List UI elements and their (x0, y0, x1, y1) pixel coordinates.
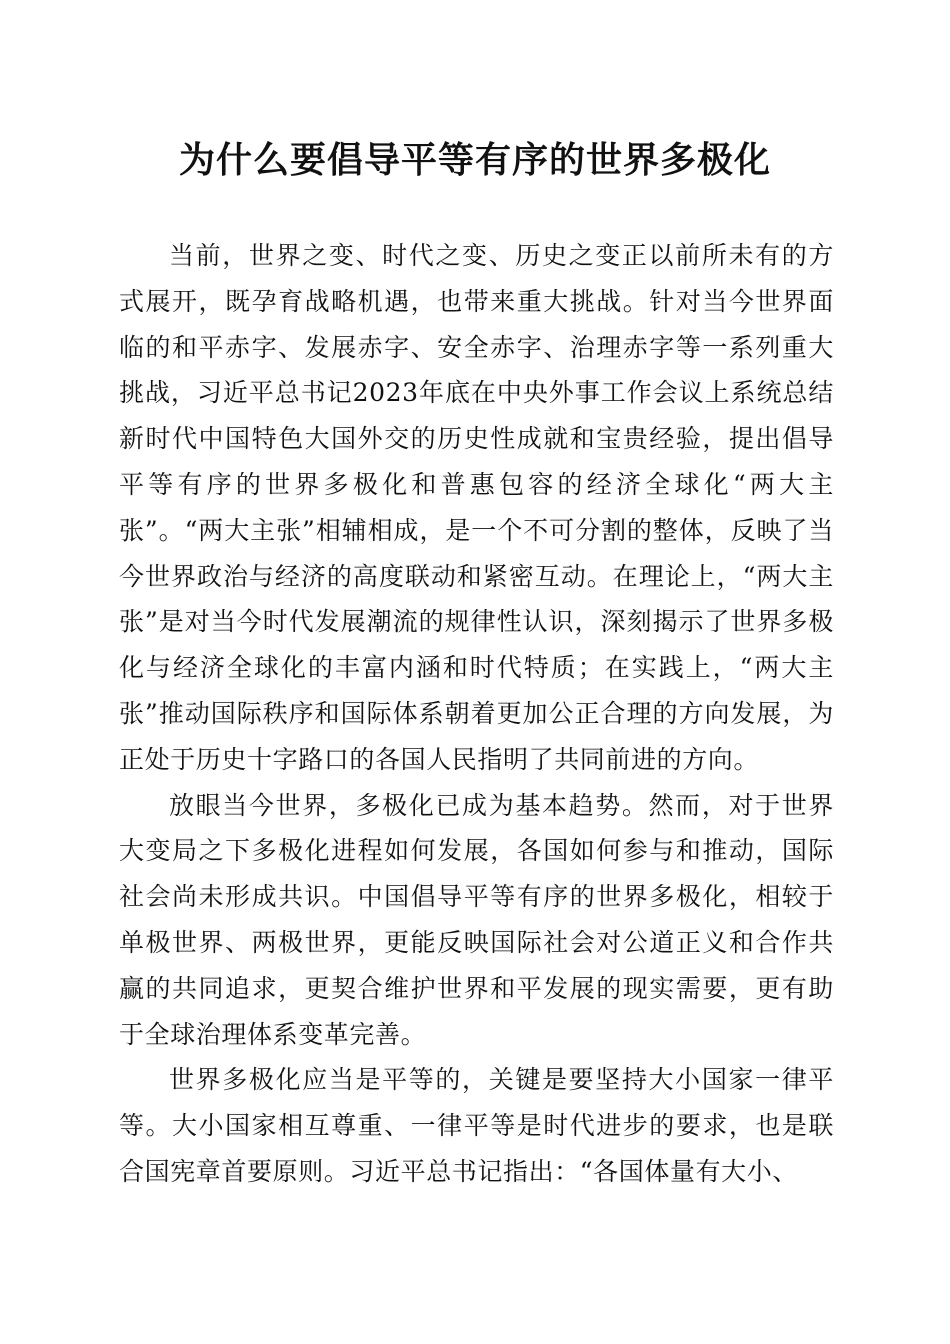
document-title: 为什么要倡导平等有序的世界多极化 (178, 139, 771, 181)
paragraph-3: 世界多极化应当是平等的，关键是要坚持大小国家一律平等。大小国家相互尊重、一律平等是时代进步的要求，也是联合国宪章首要原则。习近平总书记指出：“各国体量有大小、 (119, 1065, 834, 1186)
paragraph-2: 放眼当今世界，多极化已成为基本趋势。然而，对于世界大变局之下多极化进程如何发展，各国如何参与和推动，国际社会尚未形成共识。中国倡导平等有序的世界多极化，相较于单极世界、两极世界，更能反映国际社会对公道正义和合作共赢的共同追求，更契合维护世界和平发展的现实需要，更有助于全球治理体系变革完善。 (119, 790, 834, 1049)
paragraph-1: 当前，世界之变、时代之变、历史之变正以前所未有的方式展开，既孕育战略机遇，也带来重大挑战。针对当今世界面临的和平赤字、发展赤字、安全赤字、治理赤字等一系列重大挑战，习近平总书记2023年底在中央外事工作会议上系统总结新时代中国特色大国外交的历史性成就和宝贵经验，提出倡导平等有序的世界多极化和普惠包容的经济全球化“两大主张”。“两大主张”相辅相成，是一个不可分割的整体，反映了当今世界政治与经济的高度联动和紧密互动。在理论上，“两大主张”是对当今时代发展潮流的规律性认识，深刻揭示了世界多极化与经济全球化的丰富内涵和时代特质；在实践上，“两大主张”推动国际秩序和国际体系朝着更加公正合理的方向发展，为正处于历史十字路口的各国人民指明了共同前进的方向。 (119, 241, 834, 774)
document-body (119, 233, 834, 1195)
